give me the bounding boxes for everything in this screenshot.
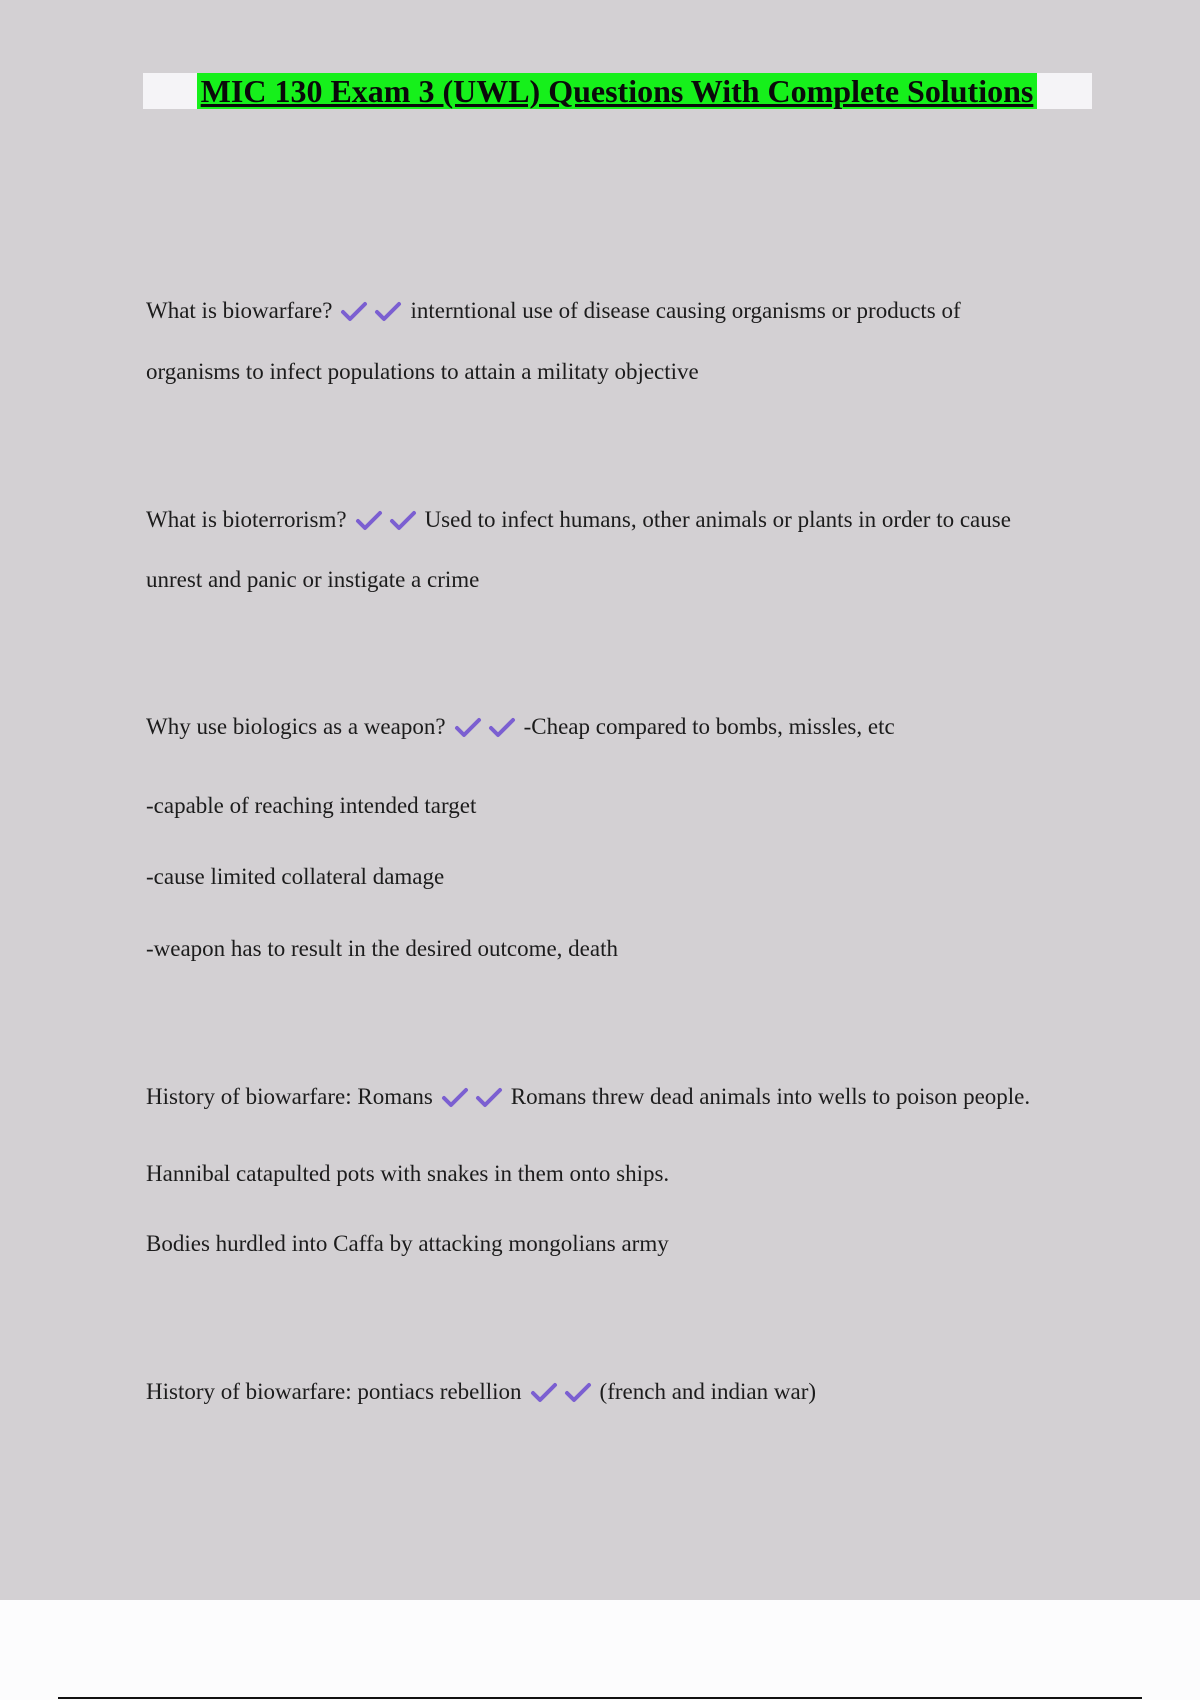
check-icon — [441, 1086, 469, 1108]
check-icon — [374, 300, 402, 322]
answer-text: -cause limited collateral damage — [146, 864, 445, 889]
check-icon — [355, 509, 383, 531]
question-text: History of biowarfare: Romans — [146, 1084, 433, 1109]
answer-text: Used to infect humans, other animals or plants in order to cause — [424, 507, 1011, 532]
qa-item-3-line-1 — [146, 712, 895, 746]
qa-item-2-line-2 — [146, 565, 479, 595]
question-text: Why use biologics as a weapon? — [146, 714, 446, 739]
qa-item-4-line-3 — [146, 1229, 669, 1259]
qa-item-5-line-1 — [146, 1377, 816, 1411]
check-icon — [340, 300, 368, 322]
qa-item-1-line-1 — [146, 296, 961, 330]
answer-marker — [441, 1086, 509, 1116]
check-icon — [475, 1086, 503, 1108]
check-icon — [488, 716, 516, 738]
qa-item-4-line-1 — [146, 1082, 1030, 1116]
answer-text: -capable of reaching intended target — [146, 793, 477, 818]
answer-text: Hannibal catapulted pots with snakes in them onto ships. — [146, 1161, 670, 1186]
answer-marker — [340, 300, 408, 330]
answer-marker — [530, 1381, 598, 1411]
check-icon — [389, 509, 417, 531]
qa-item-3-line-2 — [146, 791, 476, 821]
question-text: History of biowarfare: pontiacs rebellion — [146, 1379, 522, 1404]
answer-marker — [454, 716, 522, 746]
qa-item-4-line-2 — [146, 1159, 669, 1189]
answer-text: interntional use of disease causing organisms or products of — [410, 298, 961, 323]
question-text: What is biowarfare? — [146, 298, 333, 323]
answer-text: unrest and panic or instigate a crime — [146, 567, 480, 592]
check-icon — [454, 716, 482, 738]
answer-text: organisms to infect populations to attain a militaty objective — [146, 359, 699, 384]
qa-item-3-line-4 — [146, 934, 618, 964]
answer-text: Romans threw dead animals into wells to poison people. — [510, 1084, 1031, 1109]
check-icon — [530, 1381, 558, 1403]
qa-item-2-line-1 — [146, 505, 1011, 539]
qa-item-3-line-3 — [146, 862, 444, 892]
answer-text: -weapon has to result in the desired outcome, death — [146, 936, 618, 961]
document-title: MIC 130 Exam 3 (UWL) Questions With Complete Solutions — [197, 73, 1037, 109]
footer-divider — [58, 1697, 1142, 1699]
answer-text: Bodies hurdled into Caffa by attacking mongolians army — [146, 1231, 669, 1256]
check-icon — [564, 1381, 592, 1403]
qa-item-1-line-2 — [146, 357, 699, 387]
answer-text: (french and indian war) — [599, 1379, 817, 1404]
answer-marker — [355, 509, 423, 539]
answer-text: -Cheap compared to bombs, missles, etc — [523, 714, 895, 739]
question-text: What is bioterrorism? — [146, 507, 347, 532]
